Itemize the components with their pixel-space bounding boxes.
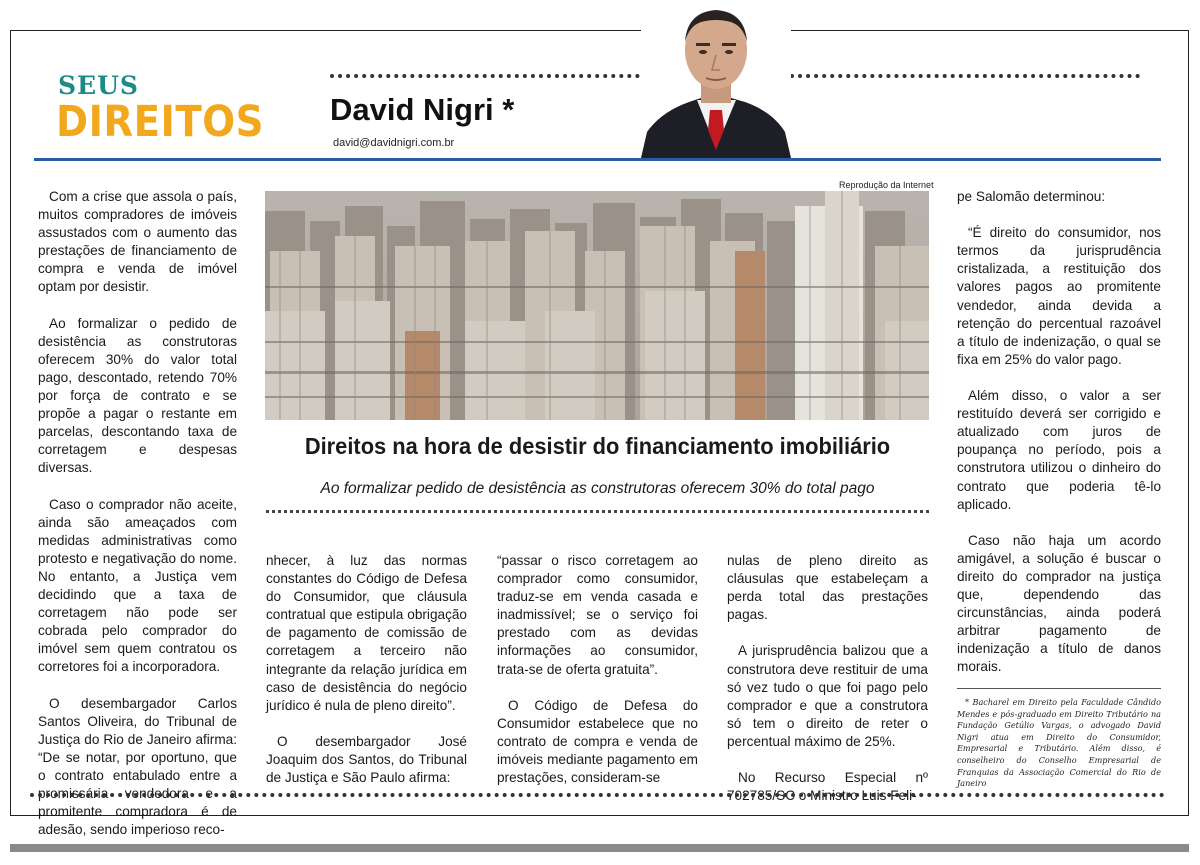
article-subheadline: Ao formalizar pedido de desistência as construtoras oferecem 30% do total pago: [320, 480, 875, 497]
paragraph: nulas de pleno direito as cláusulas que estabeleçam a perda total das prestações pagas.: [727, 553, 928, 623]
paragraph: pe Salomão determinou:: [957, 189, 1106, 204]
paragraph: O Código de Defesa do Consumidor estabelece que no contrato de compra e venda de imóveis mediante pagamento em prestações, consideram-se: [497, 697, 698, 786]
section-label-direitos: DIREITOS: [56, 97, 264, 147]
author-name: David Nigri *: [330, 92, 515, 127]
paragraph: A jurisprudência balizou que a construtora deve restituir de uma só vez tudo o que foi pago pelo comprador e que a construtora só tem o direito de reter o percentual máximo de 25%.: [727, 643, 928, 749]
photo-credit: Reprodução da Internet: [839, 180, 934, 190]
article-column-3: [497, 552, 698, 805]
article-headline: Direitos na hora de desistir do financiamento imobiliário: [304, 433, 891, 459]
paragraph: No Recurso Especial nº 702785/SC o Ministro Luis Feli-: [727, 770, 928, 804]
paragraph: O desembargador José Joaquim dos Santos, do Tribunal de Justiça e São Paulo afirma:: [266, 733, 467, 786]
article-column-1: [38, 188, 237, 857]
dotted-rule-top-left: [330, 74, 680, 78]
paragraph: nhecer, à luz das normas constantes do Código de Defesa do Consumidor, que cláusula contratual que estipula obrigação de pagamento de comissão de corretagem a terceiro não integrante da relação jurídica em caso de desistência do negócio jurídico é nula de pleno direito”.: [266, 553, 467, 713]
section-label-seus: SEUS: [58, 71, 139, 100]
paragraph: Ao formalizar o pedido de desistência as construtoras oferecem 30% do valor total pago, descontado, retendo 70% por força de contrato e se propõe a pagar o restante em parcelas, descontando taxa de corretagem e despesas diversas.: [38, 315, 237, 476]
dotted-rule-middle: [266, 510, 929, 513]
author-portrait: [641, 0, 791, 158]
dotted-rule-bottom: [30, 793, 1165, 797]
article-column-4: [727, 552, 928, 823]
paragraph: “passar o risco corretagem ao comprador como consumidor, traduz-se em venda casada e inadmissível; se o serviço foi prestado com as devidas informações ao consumidor, trata-se de oferta gratuita”.: [497, 553, 698, 677]
author-email: david@davidnigri.com.br: [333, 137, 455, 149]
city-skyline-photo: [265, 191, 929, 420]
paragraph: “É direito do consumidor, nos termos da jurisprudência cristalizada, a restituição dos valores pagos ao promitente vendedor, ainda devida a retenção do percentual razoável a título de indenização, o qual se fixa em 25% do valor pago.: [957, 225, 1161, 367]
paragraph: Caso não haja um acordo amigável, a solução é buscar o direito do comprador na justiça que, dependendo das circunstâncias, ainda poderá arbitrar pagamento de indenização a título de danos morais.: [957, 532, 1161, 675]
author-footnote: * Bacharel em Direito pela Faculdade Cândido Mendes e pós-graduado em Direito Tributário na Fundação Getúlio Vargas, o advogado David Nigri atua em Direito do Consumidor, Empresarial e Tributário. Além disso, é conselheiro do Conselho Empresarial de Franquias da Associação Comercial do Rio de Janeiro: [957, 697, 1161, 789]
header-rule: [34, 158, 1161, 161]
footnote-divider: [957, 688, 1161, 689]
dotted-rule-top-right: [790, 74, 1140, 78]
paragraph: O desembargador Carlos Santos Oliveira, do Tribunal de Justiça do Rio de Janeiro afirma: “De se notar, por oportuno, que o contrato entabulado entre a promissária vendedora e a promitente compradora é de adesão, sendo imperioso reco-: [38, 695, 237, 838]
paragraph: Além disso, o valor a ser restituído deverá ser corrigido e atualizado com juros de poupança no período, pois a construtora utilizou o dinheiro do contrato que poderia tê-lo aplicado.: [957, 388, 1161, 512]
paragraph: Com a crise que assola o país, muitos compradores de imóveis assustados com o aumento das prestações de financiamento de compra e venda de imóvel optam por desistir.: [38, 189, 237, 295]
article-column-5: [957, 188, 1161, 695]
article-column-2: [266, 552, 467, 805]
paragraph: Caso o comprador não aceite, ainda são ameaçados com medidas administrativas como protesto e negativação do nome. No entanto, a Justiça vem decidindo que a taxa de corretagem não pode ser cobrada pelo comprador do imóvel sem quem contratou os corretores foi a incorporadora.: [38, 496, 237, 675]
